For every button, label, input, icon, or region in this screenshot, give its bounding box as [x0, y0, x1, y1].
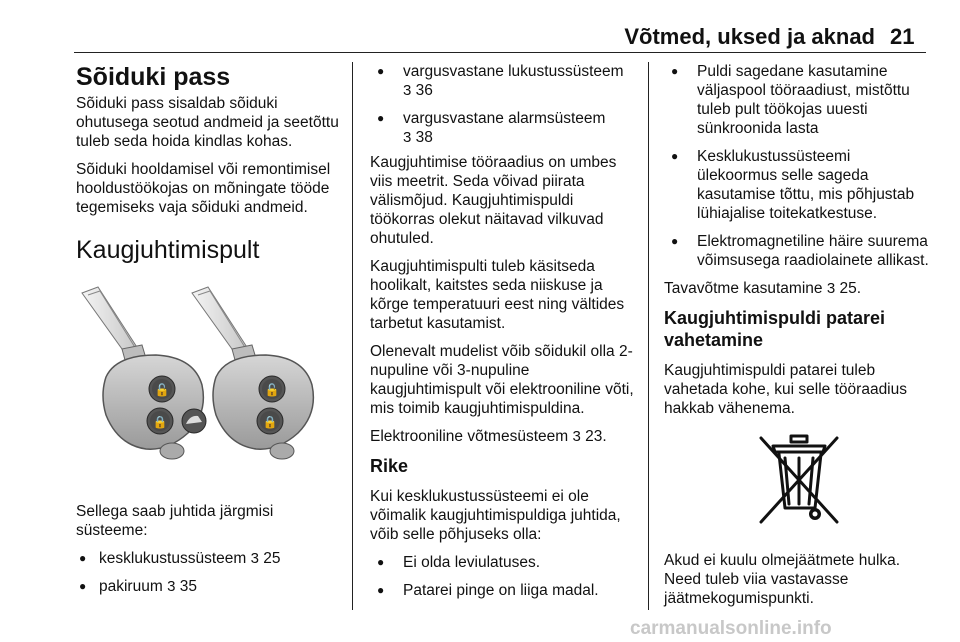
column-3 [664, 62, 934, 617]
list-item: ● vargusvastane alarmsüsteem 3 38 [370, 109, 640, 147]
heading-remote-control: Kaugjuhtimispult [76, 236, 260, 264]
watermark: carmanualsonline.info [630, 618, 832, 639]
column-divider-2 [648, 62, 649, 610]
paragraph: Olenevalt mudelist võib sõidukil olla 2-nupuline või 3-nupuline kaugjuhtimispult või elektrooniline võti, mis toimib kaugjuhtimispuldina. [370, 343, 634, 417]
page-reference-link[interactable]: 25. [839, 280, 862, 297]
list-item: ● Patarei pinge on liiga madal. [370, 581, 640, 600]
cause-list-continued [664, 62, 934, 270]
cause-list [370, 553, 640, 600]
page-reference-icon: 3 [403, 82, 412, 99]
page-reference-link[interactable]: 38 [415, 129, 433, 146]
key-right [192, 287, 313, 459]
crossed-out-wheelie-bin-icon [751, 430, 847, 530]
remote-keys-illustration [76, 285, 344, 476]
list-item: ● pakiruum 3 35 [76, 577, 344, 596]
system-list-continued [370, 62, 640, 147]
column-2 [370, 62, 640, 609]
header-title: Võtmed, uksed ja aknad [624, 24, 875, 49]
paragraph: Sellega saab juhtida järgmisi süsteeme: [76, 503, 274, 539]
page-reference-icon: 3 [250, 550, 259, 567]
paragraph: Sõiduki hooldamisel või remontimisel hooldustöökojas on mõningate tööde tegemiseks vaja sõiduki andmeid. [76, 161, 331, 216]
svg-text:🔒: 🔒 [262, 415, 278, 429]
page-reference-icon: 3 [167, 578, 176, 595]
page-reference-icon: 3 [403, 129, 412, 146]
heading-malfunction: Rike [370, 456, 409, 476]
page-reference-link[interactable]: 23. [585, 428, 607, 445]
list-item: ● Ei olda leviulatuses. [370, 553, 640, 572]
remote-keys-icon [76, 285, 338, 471]
list-item: ● Puldi sagedane kasutamine väljaspool tööraadiust, mistõttu tuleb pult töökojas uuesti sünkroonida lasta [664, 62, 934, 138]
paragraph: Tavavõtme kasutamine 3 25. [664, 280, 862, 297]
header-rule [74, 52, 926, 53]
system-list [76, 549, 344, 596]
list-item: ● Elektromagnetiline häire suurema võimsusega raadiolainete allikast. [664, 232, 934, 270]
paragraph: Kui kesklukustussüsteemi ei ole võimalik kaugjuhtimispuldiga juhtida, võib selle põhjuseks olla: [370, 488, 621, 543]
svg-text:🔓: 🔓 [264, 383, 280, 397]
list-item: ● Kesklukustussüsteemi ülekoormus selle sageda kasutamise tõttu, mis põhjustab lühiajalise toitekatkestuse. [664, 147, 934, 223]
column-1 [76, 62, 344, 605]
svg-text:🔒: 🔒 [152, 415, 168, 429]
paragraph: Akud ei kuulu olmejäätmete hulka. Need tuleb viia vastavasse jäätmekogumispunkti. [664, 552, 901, 607]
page-reference-link[interactable]: 35 [179, 578, 197, 595]
page-reference-link[interactable]: 36 [415, 82, 433, 99]
list-item: ● vargusvastane lukustussüsteem 3 36 [370, 62, 640, 100]
paragraph: Elektrooniline võtmesüsteem 3 23. [370, 428, 607, 445]
crossed-bin-illustration [664, 430, 934, 535]
page-reference-icon: 3 [826, 280, 836, 297]
page-reference-link[interactable]: 25 [263, 550, 281, 567]
page-reference-icon: 3 [572, 428, 581, 445]
list-item: ● kesklukustussüsteem 3 25 [76, 549, 344, 568]
heading-battery-replacement: Kaugjuhtimispuldi patarei vahetamine [664, 308, 886, 350]
paragraph: Kaugjuhtimispulti tuleb käsitseda hoolikalt, kaitstes seda niiskuse ja kõrge temperatuuri eest ning vältides tarbetut kasutamist. [370, 258, 625, 332]
key-left [82, 287, 206, 459]
paragraph: Kaugjuhtimise tööraadius on umbes viis meetrit. Seda võivad piirata välismõjud. Kaugjuhtimispuldi töökorras olekut näitavad vilkuvad ohutuled. [370, 154, 617, 247]
heading-vehicle-passport: Sõiduki pass [76, 63, 231, 91]
paragraph: Kaugjuhtimispuldi patarei tuleb vahetada kohe, kui selle tööraadius hakkab vähenema. [664, 362, 907, 417]
page-number: 21 [890, 24, 915, 49]
paragraph: Sõiduki pass sisaldab sõiduki ohutusega seotud andmeid ja seetõttu tuleb seda hoida kindlas kohas. [76, 95, 339, 150]
svg-text:🔓: 🔓 [154, 383, 170, 397]
column-divider-1 [352, 62, 353, 610]
